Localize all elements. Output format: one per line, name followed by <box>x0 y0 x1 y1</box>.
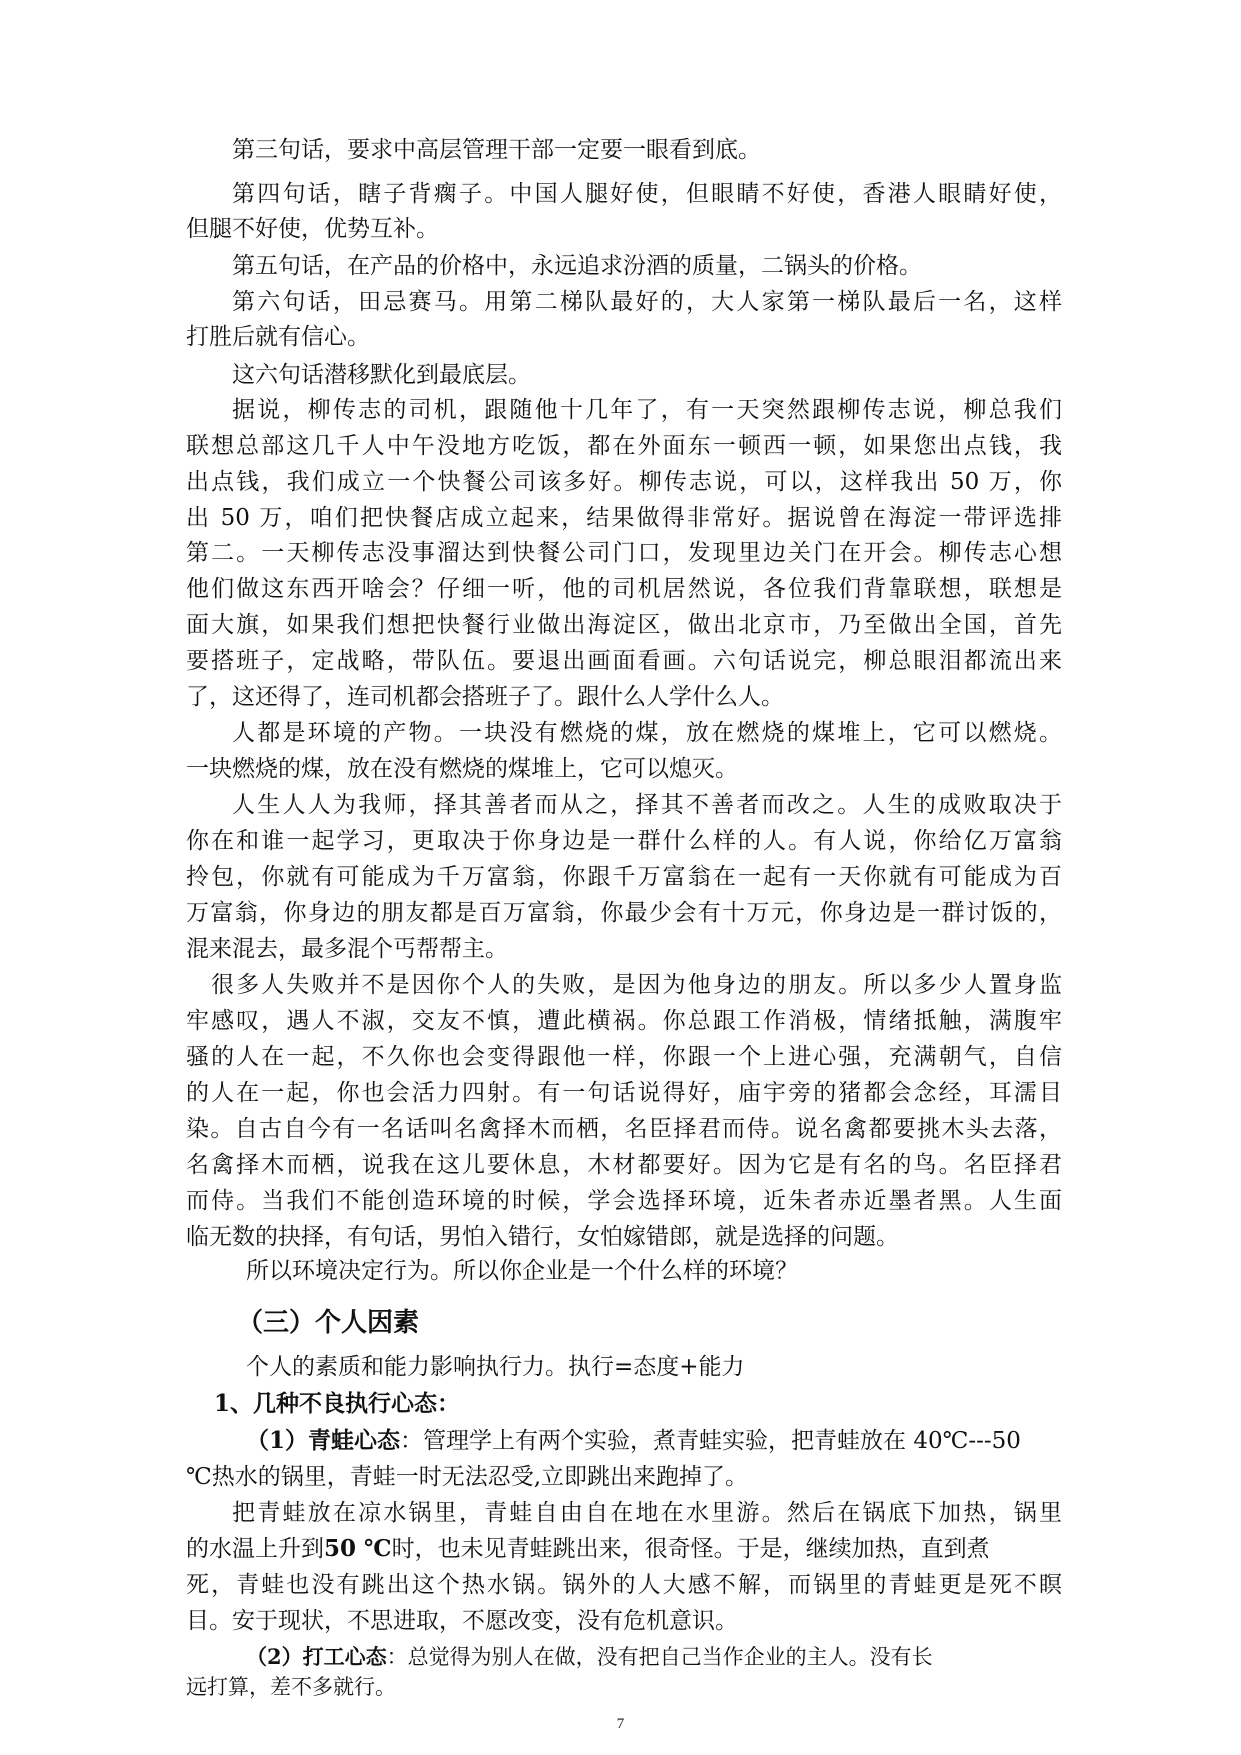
text-line: 第六句话，田忌赛马。用第二梯队最好的，大人家第一梯队最后一名，这样 <box>232 289 1062 315</box>
text-line: 个人的素质和能力影响执行力。执行=态度+能力 <box>246 1354 745 1380</box>
text-line: 第三句话，要求中高层管理干部一定要一眼看到底。 <box>232 137 761 163</box>
text-line: 第四句话，瞎子背瘸子。中国人腿好使，但眼睛不好使，香港人眼睛好使， <box>232 181 1062 207</box>
page-number: 7 <box>616 1716 625 1732</box>
text-line: 所以环境决定行为。所以你企业是一个什么样的环境？ <box>246 1258 798 1284</box>
text-line: 联想总部这几千人中午没地方吃饭，都在外面东一顿西一顿，如果您出点钱，我 <box>186 433 1062 459</box>
text-line: 死，青蛙也没有跳出这个热水锅。锅外的人大感不解，而锅里的青蛙更是死不瞑 <box>186 1572 1062 1598</box>
text-line: 很多人失败并不是因你个人的失败，是因为他身边的朋友。所以多少人置身监 <box>211 972 1062 998</box>
text-line: 第二。一天柳传志没事溜达到快餐公司门口，发现里边关门在开会。柳传志心想 <box>186 540 1062 566</box>
text-line: 出点钱，我们成立一个快餐公司该多好。柳传志说，可以，这样我出 50 万，你 <box>186 469 1062 495</box>
text-line <box>186 1534 990 1564</box>
text-line: 这六句话潜移默化到最底层。 <box>232 362 531 388</box>
text-line: 你在和谁一起学习，更取决于你身边是一群什么样的人。有人说，你给亿万富翁 <box>186 828 1062 854</box>
text-span: 的水温上升到 <box>186 1536 324 1562</box>
text-line: 但腿不好使，优势互补。 <box>186 216 439 242</box>
text-line: 临无数的抉择，有句话，男怕入错行，女怕嫁错郎，就是选择的问题。 <box>186 1224 899 1250</box>
text-line: 混来混去，最多混个丐帮帮主。 <box>186 936 508 962</box>
text-line: 他们做这东西开啥会？仔细一听，他的司机居然说，各位我们背靠联想，联想是 <box>186 576 1062 602</box>
text-line: 远打算，差不多就行。 <box>186 1675 396 1699</box>
text-span: ：管理学上有两个实验，煮青蛙实验，把青蛙放在 40℃---50 <box>400 1428 1021 1454</box>
temperature-value: 50 ℃ <box>324 1535 392 1562</box>
section-heading: （三）个人因素 <box>237 1308 420 1338</box>
text-span: 时，也未见青蛙跳出来，很奇怪。于是，继续加热，直到煮 <box>391 1536 990 1562</box>
text-line: 第五句话，在产品的价格中，永远追求汾酒的质量，二锅头的价格。 <box>232 253 922 279</box>
text-span: ：总觉得为别人在做，没有把自己当作企业的主人。没有长 <box>386 1645 933 1669</box>
text-line: 了，这还得了，连司机都会搭班子了。跟什么人学什么人。 <box>186 684 784 710</box>
text-line: 目。安于现状，不思进取，不愿改变，没有危机意识。 <box>186 1608 738 1634</box>
text-line: 出 50 万，咱们把快餐店成立起来，结果做得非常好。据说曾在海淀一带评选排 <box>186 505 1062 531</box>
text-line: ℃热水的锅里，青蛙一时无法忍受,立即跳出来跑掉了。 <box>186 1464 749 1490</box>
text-line: 面大旗，如果我们想把快餐行业做出海淀区，做出北京市，乃至做出全国，首先 <box>186 612 1062 638</box>
text-line: 的人在一起，你也会活力四射。有一句话说得好，庙宇旁的猪都会念经，耳濡目 <box>186 1080 1062 1106</box>
text-line: 一块燃烧的煤，放在没有燃烧的煤堆上，它可以熄灭。 <box>186 756 738 782</box>
sub-heading: 1、几种不良执行心态： <box>214 1390 461 1417</box>
text-line: 要搭班子，定战略，带队伍。要退出画面看画。六句话说完，柳总眼泪都流出来 <box>186 648 1062 674</box>
text-line: 名禽择木而栖，说我在这儿要休息，木材都要好。因为它是有名的鸟。名臣择君 <box>186 1152 1062 1178</box>
text-line: 人生人人为我师，择其善者而从之，择其不善者而改之。人生的成败取决于 <box>232 792 1062 818</box>
text-line: 人都是环境的产物。一块没有燃烧的煤，放在燃烧的煤堆上，它可以燃烧。 <box>232 720 1062 746</box>
text-line: 拎包，你就有可能成为千万富翁，你跟千万富翁在一起有一天你就有可能成为百 <box>186 864 1062 890</box>
text-line: 牢感叹，遇人不淑，交友不慎，遭此横祸。你总跟工作消极，情绪抵触，满腹牢 <box>186 1008 1062 1034</box>
text-line: 而侍。当我们不能创造环境的时候，学会选择环境，近朱者赤近墨者黑。人生面 <box>186 1188 1062 1214</box>
text-line <box>246 1642 933 1672</box>
text-line: 染。自古自今有一名话叫名禽择木而栖，名臣择君而侍。说名禽都要挑木头去落， <box>186 1116 1062 1142</box>
text-line: 万富翁，你身边的朋友都是百万富翁，你最少会有十万元，你身边是一群讨饭的， <box>186 900 1062 926</box>
worker-mindset-label: （2）打工心态 <box>246 1644 387 1669</box>
text-line: 打胜后就有信心。 <box>186 324 370 350</box>
frog-mindset-label: （1）青蛙心态 <box>246 1427 401 1454</box>
text-line: 把青蛙放在凉水锅里，青蛙自由自在地在水里游。然后在锅底下加热，锅里 <box>232 1500 1062 1526</box>
text-line: 据说，柳传志的司机，跟随他十几年了，有一天突然跟柳传志说，柳总我们 <box>232 397 1062 423</box>
text-line <box>246 1426 1021 1456</box>
text-line: 骚的人在一起，不久你也会变得跟他一样，你跟一个上进心强，充满朝气，自信 <box>186 1044 1062 1070</box>
